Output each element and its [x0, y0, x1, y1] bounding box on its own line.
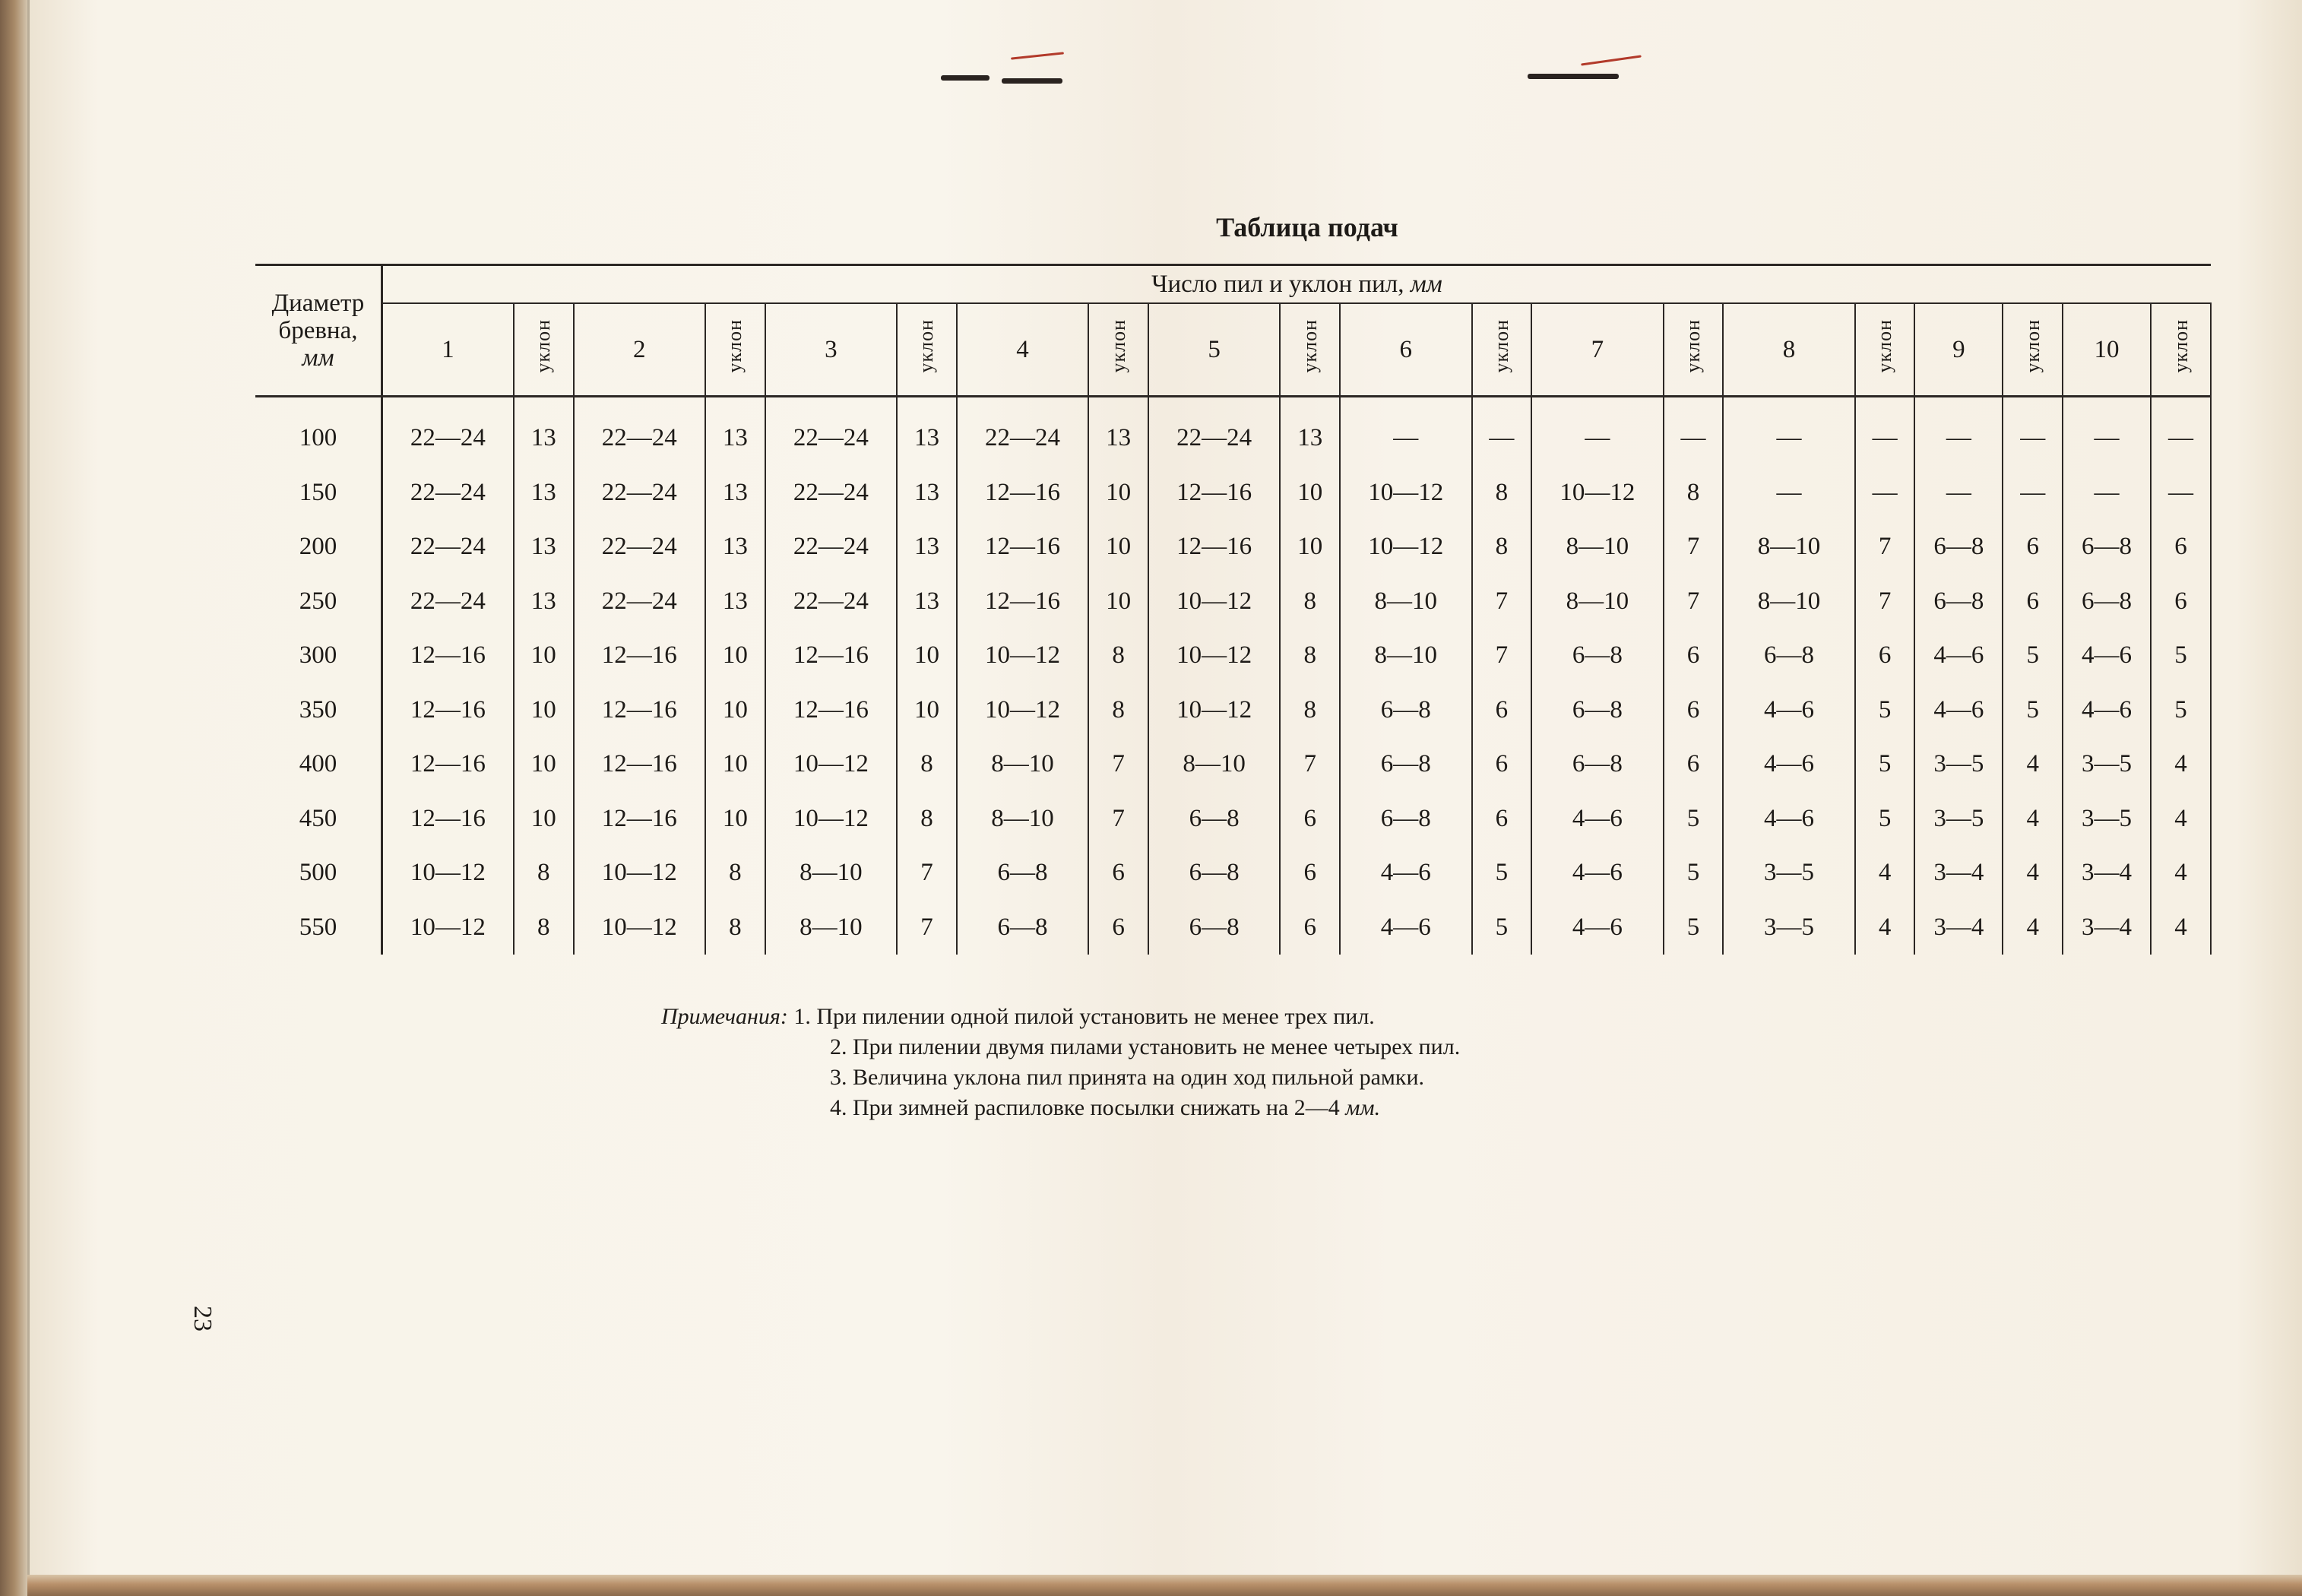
feed-cell: — — [1585, 424, 1610, 452]
table-row — [255, 792, 2211, 847]
slope-cell: 5 — [1664, 901, 1724, 955]
slope-cell: — — [2151, 397, 2211, 466]
slope-cell: 6 — [1280, 901, 1340, 955]
feed-cell: — — [2094, 424, 2120, 452]
feed-cell: 22—24 — [410, 533, 486, 561]
feed-cell: — — [1946, 478, 1971, 506]
feed-cell: 8—10 — [1374, 587, 1438, 615]
feed-cell: 6—8 — [1380, 695, 1431, 724]
slope-header — [2003, 303, 2063, 397]
feed-cell: 22—24 — [601, 533, 677, 561]
slope-cell: 10 — [1088, 575, 1148, 629]
diameter-cell: 350 — [255, 683, 382, 738]
feed-cell: 4—6 — [1764, 695, 1815, 724]
slope-cell: 8 — [1280, 575, 1340, 629]
slope-cell: 5 — [1664, 792, 1724, 847]
diameter-cell: 400 — [255, 737, 382, 792]
feed-cell: 22—24 — [793, 478, 869, 506]
slope-cell: 8 — [897, 737, 957, 792]
slope-cell: 8 — [1280, 683, 1340, 738]
slope-header — [1855, 303, 1915, 397]
feed-cell: 10—12 — [793, 804, 869, 832]
diameter-header-line2: бревна, — [278, 316, 358, 344]
slope-cell: 6 — [1472, 737, 1532, 792]
slope-cell: 6 — [2003, 575, 2063, 629]
slope-header-label: уклон — [1298, 319, 1321, 373]
slope-cell: 5 — [1855, 683, 1915, 738]
slope-cell: 6 — [2151, 575, 2211, 629]
diameter-header-unit: мм — [302, 344, 334, 372]
slope-cell: 8 — [514, 846, 574, 901]
feed-cell: 6—8 — [1189, 804, 1240, 832]
slope-cell: 8 — [514, 901, 574, 955]
feed-cell: 12—16 — [601, 695, 677, 724]
slope-cell: 10 — [1088, 520, 1148, 575]
saws-slope-header — [382, 265, 2211, 304]
diameter-header-line1: Диаметр — [271, 289, 365, 317]
slope-cell: — — [1472, 397, 1532, 466]
slope-header — [1472, 303, 1532, 397]
feed-cell: 22—24 — [793, 587, 869, 615]
feed-cell: — — [1776, 424, 1802, 452]
feed-cell: 12—16 — [985, 533, 1061, 561]
feed-cell: 6—8 — [1189, 859, 1240, 887]
slope-cell: 10 — [514, 629, 574, 683]
feed-cell: 3—4 — [1933, 913, 1984, 941]
slope-cell: 4 — [2151, 792, 2211, 847]
slope-cell: 8 — [1088, 629, 1148, 683]
slope-cell: 4 — [2003, 792, 2063, 847]
slope-header — [1280, 303, 1340, 397]
feed-cell: 22—24 — [601, 478, 677, 506]
slope-cell: 8 — [897, 792, 957, 847]
slope-cell: 5 — [1664, 846, 1724, 901]
slope-header-label: уклон — [1490, 319, 1512, 373]
saw-count-header: 6 — [1340, 303, 1471, 397]
slope-cell: 7 — [1088, 792, 1148, 847]
feed-cell: 12—16 — [601, 804, 677, 832]
feed-cell: 6—8 — [2082, 533, 2133, 561]
note-item: 1. При пилении одной пилой установить не менее трех пил. — [793, 1004, 1375, 1029]
feed-cell: 8—10 — [800, 913, 863, 941]
slope-cell: 5 — [1472, 846, 1532, 901]
slope-cell: 6 — [1472, 683, 1532, 738]
slope-cell: 13 — [1280, 397, 1340, 466]
slope-cell: 5 — [1855, 737, 1915, 792]
feed-cell: 8—10 — [1183, 750, 1246, 778]
feed-cell: 12—16 — [601, 750, 677, 778]
feed-cell: 8—10 — [991, 804, 1054, 832]
slope-cell: 8 — [1088, 683, 1148, 738]
slope-header — [897, 303, 957, 397]
feed-cell: 12—16 — [1176, 533, 1252, 561]
feed-cell: 22—24 — [1176, 424, 1252, 452]
slope-cell: 13 — [705, 575, 765, 629]
diameter-cell: 450 — [255, 792, 382, 847]
feed-cell: 22—24 — [410, 587, 486, 615]
feed-cell: 6—8 — [1572, 641, 1623, 670]
slope-header — [1088, 303, 1148, 397]
slope-header-label: уклон — [915, 319, 938, 373]
feed-cell: 3—4 — [1933, 859, 1984, 887]
table-row — [255, 466, 2211, 521]
slope-cell: 6 — [2151, 520, 2211, 575]
feed-cell: 6—8 — [1189, 913, 1240, 941]
feed-cell: 6—8 — [1572, 750, 1623, 778]
saw-count-header: 2 — [574, 303, 705, 397]
slope-cell: 10 — [897, 629, 957, 683]
feed-cell: — — [1393, 424, 1419, 452]
slope-cell: 8 — [705, 846, 765, 901]
slope-cell: 10 — [705, 737, 765, 792]
page-bottom-edge — [27, 1575, 2302, 1596]
diameter-cell: 550 — [255, 901, 382, 955]
feed-cell: 10—12 — [985, 641, 1061, 670]
feed-cell: — — [1776, 478, 1802, 506]
staple-left — [941, 75, 990, 81]
feed-cell: 12—16 — [601, 641, 677, 670]
feed-cell: 6—8 — [997, 913, 1048, 941]
slope-cell: 7 — [1855, 575, 1915, 629]
slope-cell: 7 — [1280, 737, 1340, 792]
feed-cell: 4—6 — [2082, 641, 2133, 670]
diameter-cell: 200 — [255, 520, 382, 575]
saw-count-header: 4 — [957, 303, 1088, 397]
slope-header — [705, 303, 765, 397]
slope-cell: 5 — [2003, 683, 2063, 738]
feed-cell: 4—6 — [1572, 913, 1623, 941]
feed-cell: 3—5 — [1764, 913, 1815, 941]
slope-cell: — — [1664, 397, 1724, 466]
slope-cell: 4 — [2151, 901, 2211, 955]
feed-cell: 10—12 — [1176, 695, 1252, 724]
slope-header — [514, 303, 574, 397]
slope-cell: 4 — [2003, 901, 2063, 955]
feed-table — [255, 264, 2212, 955]
slope-cell: 6 — [1855, 629, 1915, 683]
saw-count-header: 7 — [1531, 303, 1663, 397]
slope-cell: 5 — [2151, 683, 2211, 738]
feed-cell: 10—12 — [985, 695, 1061, 724]
feed-cell: 6—8 — [1764, 641, 1815, 670]
feed-cell: 10—12 — [1368, 478, 1444, 506]
feed-cell: 3—4 — [2082, 859, 2133, 887]
slope-cell: 10 — [514, 792, 574, 847]
slope-header-label: уклон — [724, 319, 746, 373]
slope-cell: 13 — [897, 397, 957, 466]
feed-cell: 6—8 — [1380, 804, 1431, 832]
diameter-header — [255, 265, 382, 397]
feed-cell: 10—12 — [410, 859, 486, 887]
feed-cell: 22—24 — [793, 533, 869, 561]
saw-count-header: 3 — [765, 303, 897, 397]
feed-cell: — — [1946, 424, 1971, 452]
feed-cell: 22—24 — [985, 424, 1061, 452]
feed-cell: 12—16 — [985, 478, 1061, 506]
page-number: 23 — [188, 1306, 217, 1332]
feed-cell: 4—6 — [1933, 695, 1984, 724]
feed-cell: 8—10 — [991, 750, 1054, 778]
slope-cell: — — [2003, 466, 2063, 521]
feed-cell: 22—24 — [410, 478, 486, 506]
slope-cell: 13 — [514, 397, 574, 466]
slope-cell: 10 — [1280, 520, 1340, 575]
feed-cell: 4—6 — [1933, 641, 1984, 670]
slope-cell: 7 — [1472, 629, 1532, 683]
slope-cell: 8 — [705, 901, 765, 955]
slope-cell: 13 — [514, 466, 574, 521]
slope-header-label: уклон — [2021, 319, 2044, 373]
slope-cell: 10 — [705, 683, 765, 738]
feed-cell: 10—12 — [793, 750, 869, 778]
feed-cell: 3—5 — [2082, 804, 2133, 832]
saw-count-header: 1 — [382, 303, 513, 397]
slope-header-label: уклон — [1681, 319, 1704, 373]
slope-cell: 4 — [1855, 846, 1915, 901]
note-item: 3. Величина уклона пил принята на один ход пильной рамки. — [830, 1065, 1425, 1090]
feed-cell: 4—6 — [1380, 859, 1431, 887]
feed-cell: 6—8 — [997, 859, 1048, 887]
slope-cell: 7 — [897, 846, 957, 901]
saw-count-header: 9 — [1914, 303, 2003, 397]
slope-cell: — — [1855, 397, 1915, 466]
slope-cell: 13 — [897, 466, 957, 521]
feed-cell: 8—10 — [1757, 587, 1821, 615]
saws-slope-header-text: Число пил и уклон пил, — [1151, 270, 1404, 298]
slope-cell: 6 — [1280, 792, 1340, 847]
slope-cell: 13 — [897, 575, 957, 629]
slope-cell: 6 — [1472, 792, 1532, 847]
table-row — [255, 575, 2211, 629]
slope-cell: 6 — [1280, 846, 1340, 901]
feed-cell: 10—12 — [410, 913, 486, 941]
feed-cell: 3—5 — [1933, 750, 1984, 778]
feed-cell: 12—16 — [410, 695, 486, 724]
feed-cell: 10—12 — [601, 859, 677, 887]
feed-cell: 12—16 — [410, 641, 486, 670]
table-row — [255, 683, 2211, 738]
feed-cell: 12—16 — [410, 750, 486, 778]
slope-cell: 4 — [2003, 846, 2063, 901]
feed-cell: 3—5 — [2082, 750, 2133, 778]
feed-cell: 3—5 — [1933, 804, 1984, 832]
feed-cell: 10—12 — [1368, 533, 1444, 561]
notes-block — [661, 1002, 1460, 1123]
slope-cell: 5 — [2151, 629, 2211, 683]
saw-count-header: 8 — [1723, 303, 1854, 397]
slope-cell: 5 — [1472, 901, 1532, 955]
staple-left-2 — [1002, 78, 1062, 84]
feed-cell: 3—4 — [2082, 913, 2133, 941]
feed-cell: 10—12 — [1176, 587, 1252, 615]
slope-cell: — — [1855, 466, 1915, 521]
note-item-unit: мм. — [1345, 1095, 1381, 1120]
diameter-cell: 500 — [255, 846, 382, 901]
table-title: Таблица подач — [1216, 212, 1398, 242]
saw-count-header: 10 — [2063, 303, 2151, 397]
slope-cell: 10 — [514, 683, 574, 738]
feed-cell: 22—24 — [410, 424, 486, 452]
feed-cell: 3—5 — [1764, 859, 1815, 887]
slope-cell: 13 — [897, 520, 957, 575]
feed-cell: 12—16 — [793, 641, 869, 670]
table-row — [255, 397, 2211, 466]
staple-right — [1528, 74, 1619, 79]
slope-header-label: уклон — [2169, 319, 2192, 373]
feed-cell: 10—12 — [1176, 641, 1252, 670]
table-row — [255, 737, 2211, 792]
slope-cell: 7 — [1088, 737, 1148, 792]
slope-header-label: уклон — [1107, 319, 1129, 373]
slope-cell: 5 — [2003, 629, 2063, 683]
slope-cell: 4 — [2003, 737, 2063, 792]
feed-cell: 8—10 — [1757, 533, 1821, 561]
slope-cell: 13 — [514, 520, 574, 575]
notes-label: Примечания: — [661, 1004, 788, 1029]
slope-cell: 10 — [514, 737, 574, 792]
feed-cell: 8—10 — [1566, 587, 1629, 615]
slope-header-label: уклон — [532, 319, 555, 373]
feed-cell: 4—6 — [1764, 750, 1815, 778]
note-item: 2. При пилении двумя пилами установить не менее четырех пил. — [830, 1034, 1461, 1059]
slope-cell: 4 — [2151, 846, 2211, 901]
feed-cell: 12—16 — [793, 695, 869, 724]
feed-cell: 4—6 — [1380, 913, 1431, 941]
slope-cell: 13 — [705, 520, 765, 575]
slope-cell: 7 — [1664, 520, 1724, 575]
feed-cell: 12—16 — [1176, 478, 1252, 506]
feed-cell: 4—6 — [1764, 804, 1815, 832]
feed-cell: 4—6 — [1572, 859, 1623, 887]
slope-cell: 8 — [1472, 466, 1532, 521]
slope-cell: — — [2003, 397, 2063, 466]
feed-cell: 22—24 — [601, 587, 677, 615]
slope-cell: 4 — [1855, 901, 1915, 955]
slope-cell: 6 — [1664, 629, 1724, 683]
binding-edge — [0, 0, 29, 1596]
feed-cell: 10—12 — [1559, 478, 1635, 506]
feed-cell: 12—16 — [410, 804, 486, 832]
slope-cell: 8 — [1664, 466, 1724, 521]
feed-cell: 6—8 — [1380, 750, 1431, 778]
table-row — [255, 520, 2211, 575]
slope-cell: 7 — [897, 901, 957, 955]
feed-cell: 12—16 — [985, 587, 1061, 615]
saw-count-header: 5 — [1148, 303, 1280, 397]
slope-cell: 6 — [2003, 520, 2063, 575]
feed-cell: 22—24 — [793, 424, 869, 452]
note-item: 4. При зимней распиловке посылки снижать на 2—4 — [830, 1095, 1340, 1120]
slope-header — [1664, 303, 1724, 397]
feed-cell: 6—8 — [1933, 533, 1984, 561]
slope-cell: 5 — [1855, 792, 1915, 847]
slope-cell: 8 — [1472, 520, 1532, 575]
feed-cell: — — [2094, 478, 2120, 506]
slope-cell: 6 — [1664, 683, 1724, 738]
diameter-cell: 150 — [255, 466, 382, 521]
feed-cell: 4—6 — [1572, 804, 1623, 832]
feed-cell: 6—8 — [1572, 695, 1623, 724]
saws-slope-header-unit: мм — [1410, 270, 1442, 298]
slope-cell: 10 — [897, 683, 957, 738]
diameter-cell: 100 — [255, 397, 382, 466]
slope-cell: 6 — [1664, 737, 1724, 792]
feed-cell: 8—10 — [1374, 641, 1438, 670]
feed-cell: 8—10 — [800, 859, 863, 887]
slope-cell: 8 — [1280, 629, 1340, 683]
slope-cell: 6 — [1088, 901, 1148, 955]
table-row — [255, 629, 2211, 683]
slope-cell: 6 — [1088, 846, 1148, 901]
slope-cell: — — [2151, 466, 2211, 521]
slope-cell: 4 — [2151, 737, 2211, 792]
slope-cell: 10 — [705, 792, 765, 847]
slope-cell: 13 — [705, 397, 765, 466]
slope-cell: 7 — [1855, 520, 1915, 575]
feed-cell: 10—12 — [601, 913, 677, 941]
feed-cell: 6—8 — [1933, 587, 1984, 615]
table-row — [255, 901, 2211, 955]
slope-cell: 10 — [1088, 466, 1148, 521]
slope-cell: 10 — [1280, 466, 1340, 521]
slope-header — [2151, 303, 2211, 397]
slope-cell: 13 — [1088, 397, 1148, 466]
feed-cell: 4—6 — [2082, 695, 2133, 724]
slope-header-label: уклон — [1873, 319, 1896, 373]
slope-cell: 13 — [705, 466, 765, 521]
diameter-cell: 250 — [255, 575, 382, 629]
feed-cell: 6—8 — [2082, 587, 2133, 615]
slope-cell: 13 — [514, 575, 574, 629]
feed-cell: 8—10 — [1566, 533, 1629, 561]
diameter-cell: 300 — [255, 629, 382, 683]
slope-cell: 10 — [705, 629, 765, 683]
slope-cell: 7 — [1472, 575, 1532, 629]
feed-cell: 22—24 — [601, 424, 677, 452]
slope-cell: 7 — [1664, 575, 1724, 629]
table-row — [255, 846, 2211, 901]
